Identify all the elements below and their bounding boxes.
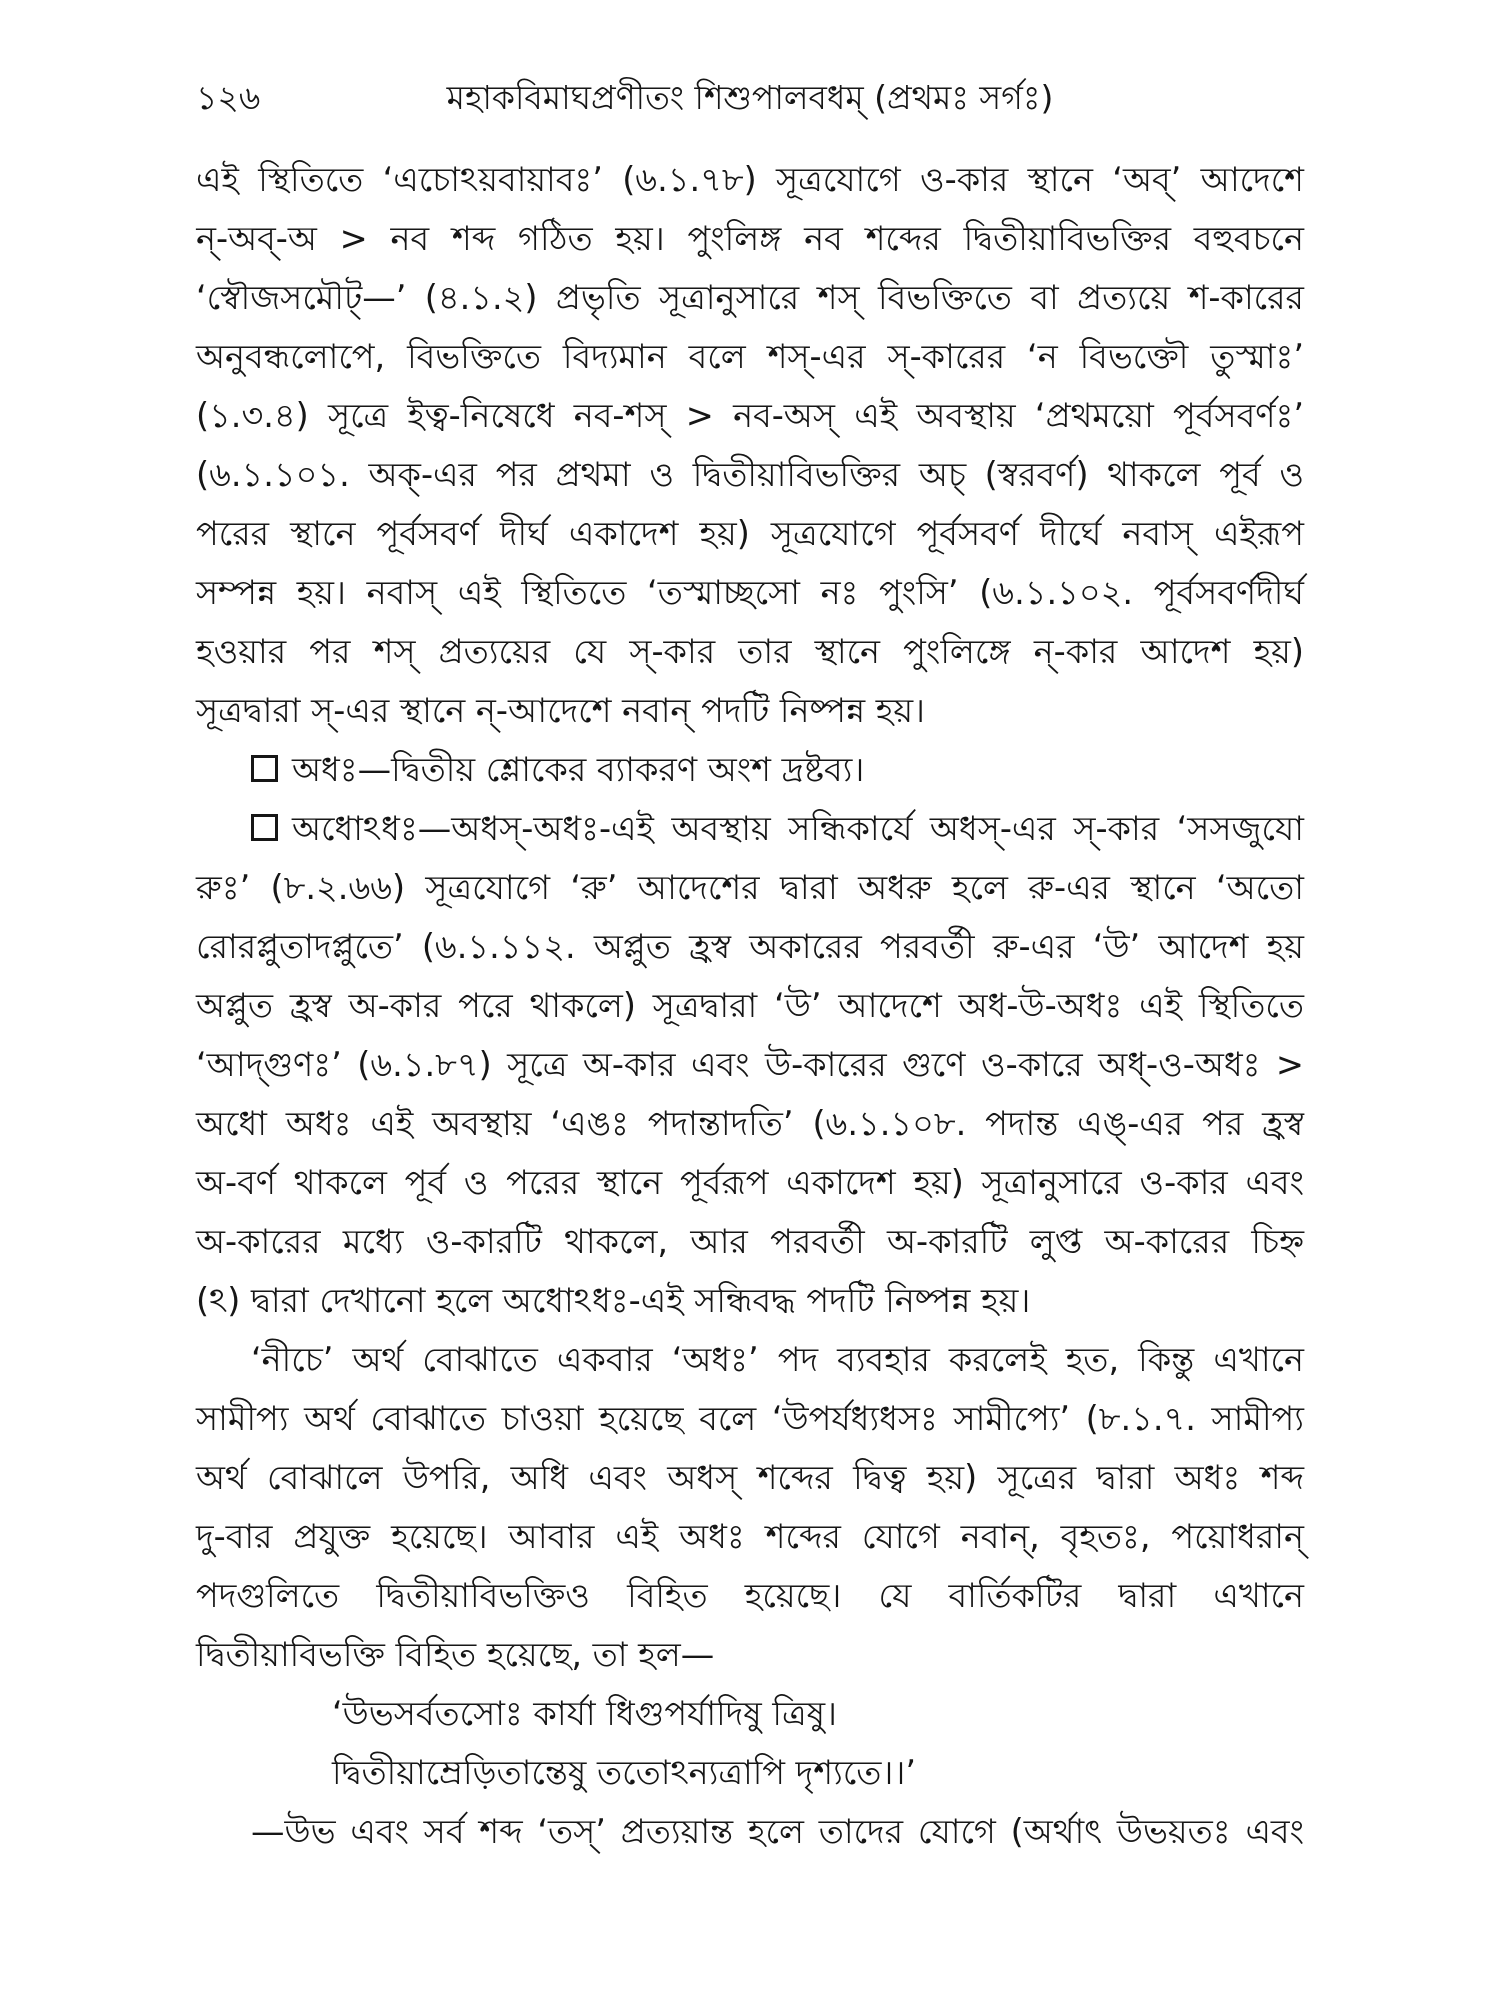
text-line: এই স্থিতিতে ‘এচোঽয়বায়াবঃ’ (৬.১.৭৮) সূত্রযোগে ও-কার স্থানে ‘অব্’ আদেশে <box>196 160 1304 199</box>
checkbox-bullet-icon <box>251 814 278 841</box>
text-line: —উভ এবং সর্ব শব্দ ‘তস্’ প্রত্যয়ান্ত হলে তাদের যোগে (অর্থাৎ উভয়তঃ এবং <box>251 1812 1304 1851</box>
page-body <box>196 150 1304 1861</box>
bullet-line <box>196 740 1304 799</box>
text-line: হওয়ার পর শস্ প্রত্যয়ের যে স্-কার তার স্থানে পুংলিঙ্গে ন্-কার আদেশ হয়) <box>196 632 1304 671</box>
text-line: সূত্রদ্বারা স্-এর স্থানে ন্-আদেশে নবান্ পদটি নিষ্পন্ন হয়। <box>196 691 926 730</box>
verse-line: ‘উভসর্বতসোঃ কার্যা ধিগুপর্যাদিষু ত্রিষু। <box>332 1694 838 1733</box>
text-line: দু-বার প্রযুক্ত হয়েছে। আবার এই অধঃ শব্দের যোগে নবান্, বৃহতঃ, পয়োধরান্ <box>196 1517 1304 1556</box>
page-number: ১২৬ <box>196 78 261 117</box>
text-line: পরের স্থানে পূর্বসবর্ণ দীর্ঘ একাদেশ হয়) সূত্রযোগে পূর্বসবর্ণ দীর্ঘে নবাস্ এইরূপ <box>196 514 1304 553</box>
checkbox-bullet-icon <box>251 755 278 782</box>
text-line: রুঃ’ (৮.২.৬৬) সূত্রযোগে ‘রু’ আদেশের দ্বারা অধরু হলে রু-এর স্থানে ‘অতো <box>196 868 1304 907</box>
text-line: অপ্লুত হ্রস্ব অ-কার পরে থাকলে) সূত্রদ্বারা ‘উ’ আদেশে অধ-উ-অধঃ এই স্থিতিতে <box>196 986 1304 1025</box>
text-line: সম্পন্ন হয়। নবাস্ এই স্থিতিতে ‘তস্মাচ্ছসো নঃ পুংসি’ (৬.১.১০২. পূর্বসবর্ণদীর্ঘ <box>196 573 1304 612</box>
bullet-text: অধোঽধঃ—অধস্-অধঃ-এই অবস্থায় সন্ধিকার্যে অধস্-এর স্-কার ‘সসজুযো <box>292 809 1304 848</box>
page-header <box>196 68 1304 128</box>
text-line: (১.৩.৪) সূত্রে ইত্ব-নিষেধে নব-শস্ > নব-অস্ এই অবস্থায় ‘প্রথময়ো পূর্বসবর্ণঃ’ <box>196 396 1304 435</box>
text-line: ন্-অব্-অ > নব শব্দ গঠিত হয়। পুংলিঙ্গ নব শব্দের দ্বিতীয়াবিভক্তির বহুবচনে <box>196 219 1304 258</box>
text-line: অধো অধঃ এই অবস্থায় ‘এঙঃ পদান্তাদতি’ (৬.১.১০৮. পদান্ত এঙ্-এর পর হ্রস্ব <box>196 1104 1304 1143</box>
text-line: দ্বিতীয়াবিভক্তি বিহিত হয়েছে, তা হল— <box>196 1635 715 1674</box>
verse-line: দ্বিতীয়াম্রেড়িতান্তেষু ততোঽন্যত্রাপি দৃশ্যতে।।’ <box>332 1753 917 1792</box>
text-line: অ-বর্ণ থাকলে পূর্ব ও পরের স্থানে পূর্বরূপ একাদেশ হয়) সূত্রানুসারে ও-কার এবং <box>196 1163 1304 1202</box>
bullet-line <box>196 799 1304 858</box>
text-line: অ-কারের মধ্যে ও-কারটি থাকলে, আর পরবর্তী অ-কারটি লুপ্ত অ-কারের চিহ্ন <box>196 1222 1304 1261</box>
text-line: রোরপ্লুতাদপ্লুতে’ (৬.১.১১২. অপ্লুত হ্রস্ব অকারের পরবর্তী রু-এর ‘উ’ আদেশ হয় <box>196 927 1304 966</box>
text-line: (৬.১.১০১. অক্-এর পর প্রথমা ও দ্বিতীয়াবিভক্তির অচ্ (স্বরবর্ণ) থাকলে পূর্ব ও <box>196 455 1304 494</box>
text-line: পদগুলিতে দ্বিতীয়াবিভক্তিও বিহিত হয়েছে। যে বার্তিকটির দ্বারা এখানে <box>196 1576 1304 1615</box>
text-line: অর্থ বোঝালে উপরি, অধি এবং অধস্ শব্দের দ্বিত্ব হয়) সূত্রের দ্বারা অধঃ শব্দ <box>196 1458 1304 1497</box>
text-line: ‘স্বৌজসমৌট্—’ (৪.১.২) প্রভৃতি সূত্রানুসারে শস্ বিভক্তিতে বা প্রত্যয়ে শ-কারের <box>196 278 1304 317</box>
text-line: (ঽ) দ্বারা দেখানো হলে অধোঽধঃ-এই সন্ধিবদ্ধ পদটি নিষ্পন্ন হয়। <box>196 1281 1031 1320</box>
text-line: ‘নীচে’ অর্থ বোঝাতে একবার ‘অধঃ’ পদ ব্যবহার করলেই হত, কিন্তু এখানে <box>251 1340 1304 1379</box>
bullet-text: অধঃ—দ্বিতীয় শ্লোকের ব্যাকরণ অংশ দ্রষ্টব্য। <box>292 750 865 789</box>
running-title: মহাকবিমাঘপ্রণীতং শিশুপালবধম্ (প্রথমঃ সর্গঃ) <box>446 78 1054 117</box>
text-line: সামীপ্য অর্থ বোঝাতে চাওয়া হয়েছে বলে ‘উপর্যধ্যধসঃ সামীপ্যে’ (৮.১.৭. সামীপ্য <box>196 1399 1304 1438</box>
text-line: অনুবন্ধলোপে, বিভক্তিতে বিদ্যমান বলে শস্-এর স্-কারের ‘ন বিভক্তৌ তুস্মাঃ’ <box>196 337 1304 376</box>
text-line: ‘আদ্‌গুণঃ’ (৬.১.৮৭) সূত্রে অ-কার এবং উ-কারের গুণে ও-কারে অধ্-ও-অধঃ > <box>196 1045 1304 1084</box>
